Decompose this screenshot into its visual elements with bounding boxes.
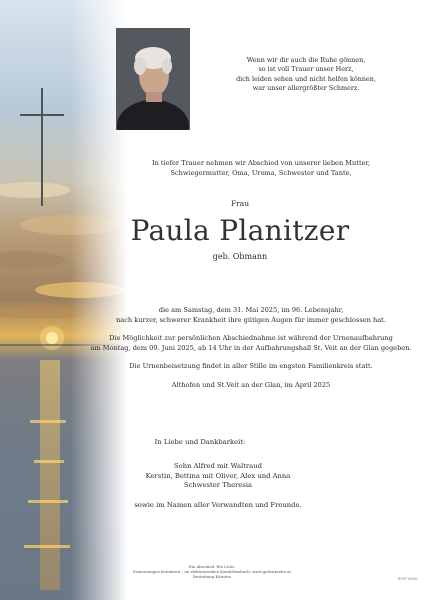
- burial-notice: Die Urnenbeisetzung findet in aller Stille im engsten Familienkreis statt.: [129, 362, 373, 370]
- portrait-photo: [116, 28, 190, 130]
- place-date: Althofen und St.Veit an der Glan, im April 2025: [171, 381, 331, 389]
- footer-line: Ein Abschied. Ein Licht.: [188, 564, 236, 569]
- verse-line: war unser allergrößter Schmerz.: [252, 84, 360, 93]
- death-line: nach kurzer, schwerer Krankheit ihre gütigen Augen für immer geschlossen hat.: [116, 316, 386, 324]
- intro-line: In tiefer Trauer nehmen wir Abschied von unserer lieben Mutter,: [151, 159, 371, 167]
- maiden-name: geb. Obmann: [212, 252, 268, 261]
- verse-line: so ist voll Trauer unser Herz,: [258, 65, 354, 74]
- mourners-heading: In Liebe und Dankbarkeit:: [154, 438, 246, 446]
- mourner-entry: Kerstin, Bettina mit Oliver, Alex und Anna: [145, 471, 291, 480]
- viewing-line: am Montag, dem 09. Juni 2025, ab 14 Uhr in der Aufbahrungshall St. Veit an der Glan gegeben.: [90, 344, 412, 352]
- mourner-entry: Sohn Alfred mit Waltraud: [174, 462, 262, 470]
- document-code: B-VF 0000: [398, 577, 418, 581]
- death-line: die am Samstag, dem 31. Mai 2025, im 96. Lebensjahr,: [158, 306, 344, 314]
- intro-text: [98, 158, 424, 178]
- footer-line: Erinnerungen bewahren – im elektronischen Kondolenzbuch: www.gedenkseite.at: [133, 569, 291, 575]
- intro-line: Schwiegermutter, Oma, Uroma, Schwester und Tante,: [170, 169, 352, 177]
- sunset-sea-image: [0, 0, 128, 600]
- death-notice: [78, 305, 424, 325]
- relatives-line: sowie im Namen aller Verwandten und Freunde.: [134, 501, 302, 509]
- verse-line: Wenn wir dir auch die Ruhe gönnen,: [246, 56, 366, 64]
- mourners-list: [98, 462, 338, 491]
- footer-line: Bestattung Kärnten: [193, 574, 231, 580]
- viewing-notice: [78, 333, 424, 353]
- viewing-line: Die Möglichkeit zur persönlichen Abschiednahme ist während der Urnenaufbahrung: [109, 334, 393, 342]
- name-prefix: Frau: [230, 199, 250, 208]
- memorial-verse: [200, 56, 412, 94]
- funeral-home-footer: [100, 564, 324, 580]
- verse-line: dich leiden sehen und nicht helfen können,: [236, 74, 376, 83]
- mourner-entry: Schwester Theresia: [183, 481, 253, 490]
- deceased-name: Paula Planitzer: [130, 214, 350, 247]
